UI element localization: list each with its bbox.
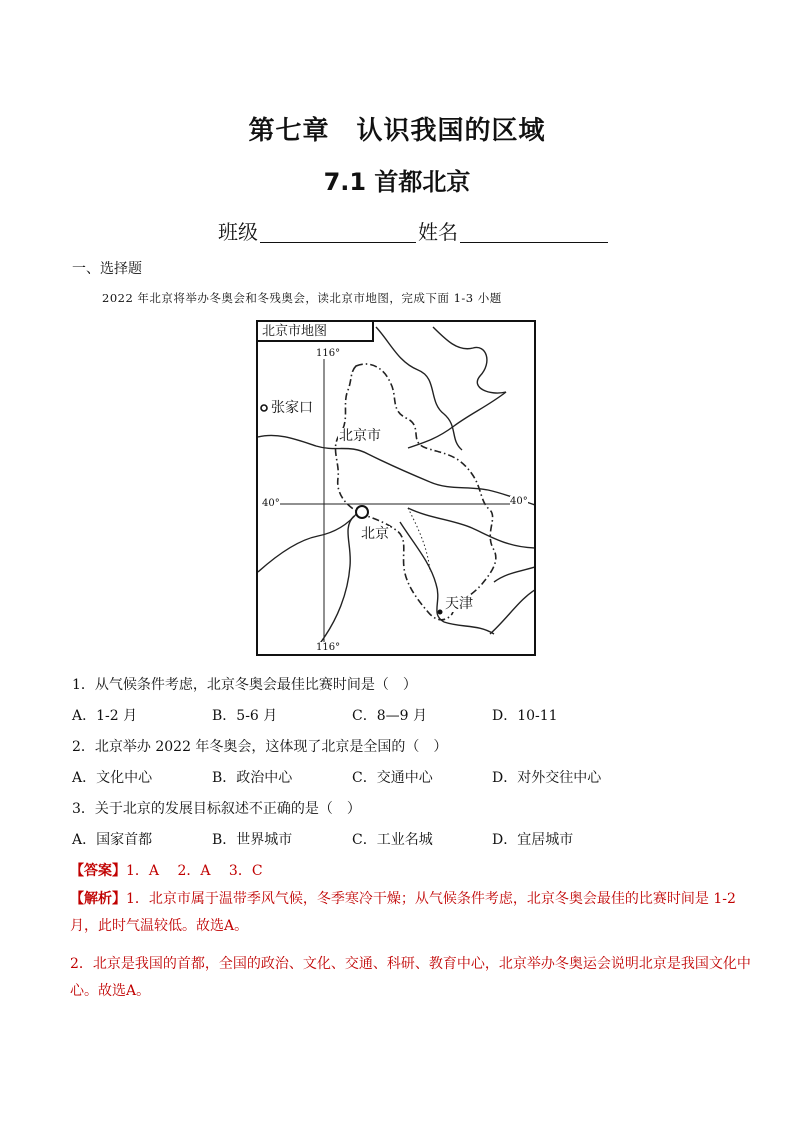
q3-option-a[interactable]: A．国家首都 bbox=[72, 832, 153, 848]
q2-option-d[interactable]: D．对外交往中心 bbox=[492, 770, 602, 786]
q2-option-b[interactable]: B．政治中心 bbox=[212, 770, 293, 786]
lat-left-label: 40° bbox=[262, 498, 280, 509]
q2-option-c[interactable]: C．交通中心 bbox=[352, 770, 433, 786]
question-3: 3．关于北京的发展目标叙述不正确的是（ ） bbox=[72, 801, 361, 817]
river-3 bbox=[408, 392, 506, 448]
question-2: 2．北京举办 2022 年冬奥会，这体现了北京是全国的（ ） bbox=[72, 739, 448, 755]
q3-option-d[interactable]: D．宜居城市 bbox=[492, 832, 574, 848]
zhangjiakou-label: 张家口 bbox=[271, 400, 313, 416]
q1-option-c[interactable]: C．8—9 月 bbox=[352, 708, 427, 724]
analysis-text-2: 2．北京是我国的首都，全国的政治、文化、交通、科研、教育中心，北京举办冬奥运会说明北京是我国文化中心。故选A。 bbox=[70, 956, 751, 999]
river-7 bbox=[408, 508, 536, 548]
q1-option-b[interactable]: B．5-6 月 bbox=[212, 708, 278, 724]
class-blank[interactable] bbox=[260, 222, 416, 243]
zhangjiakou-dot bbox=[261, 405, 267, 411]
tianjin-dot bbox=[438, 610, 443, 615]
river-9 bbox=[444, 622, 494, 634]
map-drawing bbox=[258, 322, 536, 656]
river-11 bbox=[494, 566, 536, 582]
name-blank[interactable] bbox=[460, 222, 608, 243]
beijing-label: 北京 bbox=[361, 526, 389, 542]
answer-line bbox=[70, 860, 263, 880]
river-12 bbox=[490, 588, 536, 634]
section-title: 7.1 首都北京 bbox=[323, 168, 471, 196]
river-1 bbox=[376, 327, 462, 450]
lat-right-label: 40° bbox=[510, 496, 528, 507]
analysis-text-1: 1．北京市属于温带季风气候，冬季寒冷干燥；从气候条件考虑，北京冬奥会最佳的比赛时间是 1-2 月，此时气温较低。故选A。 bbox=[70, 891, 736, 934]
q1-option-a[interactable]: A．1-2 月 bbox=[72, 708, 138, 724]
question-1: 1．从气候条件考虑，北京冬奥会最佳比赛时间是（ ） bbox=[72, 677, 417, 693]
river-8 bbox=[400, 522, 444, 622]
name-label: 姓名 bbox=[418, 220, 458, 244]
class-name-line bbox=[218, 216, 610, 245]
river-10 bbox=[318, 516, 354, 646]
q1-option-d[interactable]: D．10-11 bbox=[492, 708, 558, 724]
analysis-label: 【解析】 bbox=[70, 891, 126, 907]
analysis-paragraph-1 bbox=[70, 886, 754, 940]
q3-option-c[interactable]: C．工业名城 bbox=[352, 832, 433, 848]
river-2 bbox=[433, 327, 506, 393]
tianjin-label: 天津 bbox=[445, 596, 473, 612]
answer-label: 【答案】 bbox=[70, 863, 126, 879]
chapter-title: 第七章 认识我国的区域 bbox=[248, 116, 546, 146]
lon-bottom-label: 116° bbox=[316, 642, 341, 653]
beijing-city-label: 北京市 bbox=[339, 428, 381, 444]
q3-option-b[interactable]: B．世界城市 bbox=[212, 832, 293, 848]
section-heading: 一、选择题 bbox=[72, 261, 142, 277]
beijing-map bbox=[256, 320, 536, 656]
q2-option-a[interactable]: A．文化中心 bbox=[72, 770, 153, 786]
river-6 bbox=[258, 512, 358, 572]
intro-text: 2022 年北京将举办冬奥会和冬残奥会，读北京市地图，完成下面 1-3 小题 bbox=[102, 291, 502, 305]
beijing-boundary bbox=[335, 364, 495, 620]
answer-text: 1．A 2．A 3．C bbox=[126, 863, 263, 879]
map-title: 北京市地图 bbox=[258, 322, 374, 342]
class-label: 班级 bbox=[218, 220, 258, 244]
beijing-dot bbox=[356, 506, 368, 518]
analysis-paragraph-2 bbox=[70, 951, 754, 1005]
lon-top-label: 116° bbox=[316, 348, 341, 359]
